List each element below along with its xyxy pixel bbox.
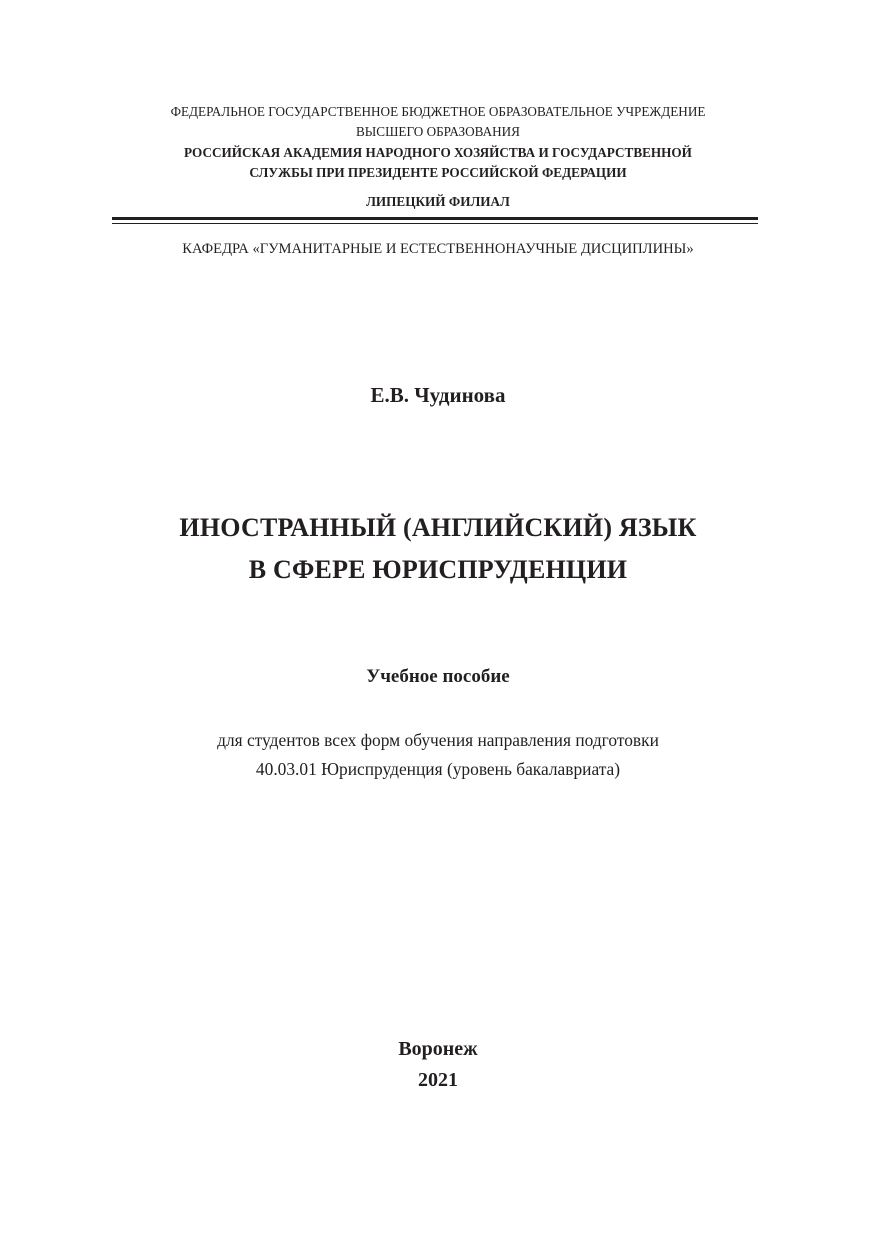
publication-city: Воронеж: [398, 1038, 478, 1060]
header-line-1: ФЕДЕРАЛЬНОЕ ГОСУДАРСТВЕННОЕ БЮДЖЕТНОЕ ОБРАЗОВАТЕЛЬНОЕ УЧРЕЖДЕНИЕ: [170, 104, 706, 119]
header-line-2: ВЫСШЕГО ОБРАЗОВАНИЯ: [356, 124, 520, 139]
book-title-line-1: ИНОСТРАННЫЙ (АНГЛИЙСКИЙ) ЯЗЫК: [179, 513, 697, 542]
author-name: Е.В. Чудинова: [370, 383, 506, 407]
academy-name-line-2: СЛУЖБЫ ПРИ ПРЕЗИДЕНТЕ РОССИЙСКОЙ ФЕДЕРАЦИИ: [249, 165, 627, 180]
academy-name-line-1: РОССИЙСКАЯ АКАДЕМИЯ НАРОДНОГО ХОЗЯЙСТВА И ГОСУДАРСТВЕННОЙ: [184, 145, 692, 160]
header-rule-thick: [112, 217, 758, 220]
branch-name: ЛИПЕЦКИЙ ФИЛИАЛ: [366, 194, 510, 209]
description-line-2: 40.03.01 Юриспруденция (уровень бакалавриата): [255, 759, 621, 779]
department-name: КАФЕДРА «ГУМАНИТАРНЫЕ И ЕСТЕСТВЕННОНАУЧНЫЕ ДИСЦИПЛИНЫ»: [182, 241, 694, 257]
header-rule-thin: [112, 223, 758, 224]
publication-year: 2021: [418, 1069, 458, 1091]
book-type: Учебное пособие: [366, 666, 510, 687]
description-line-1: для студентов всех форм обучения направления подготовки: [217, 730, 659, 750]
book-title-line-2: В СФЕРЕ ЮРИСПРУДЕНЦИИ: [248, 555, 628, 584]
